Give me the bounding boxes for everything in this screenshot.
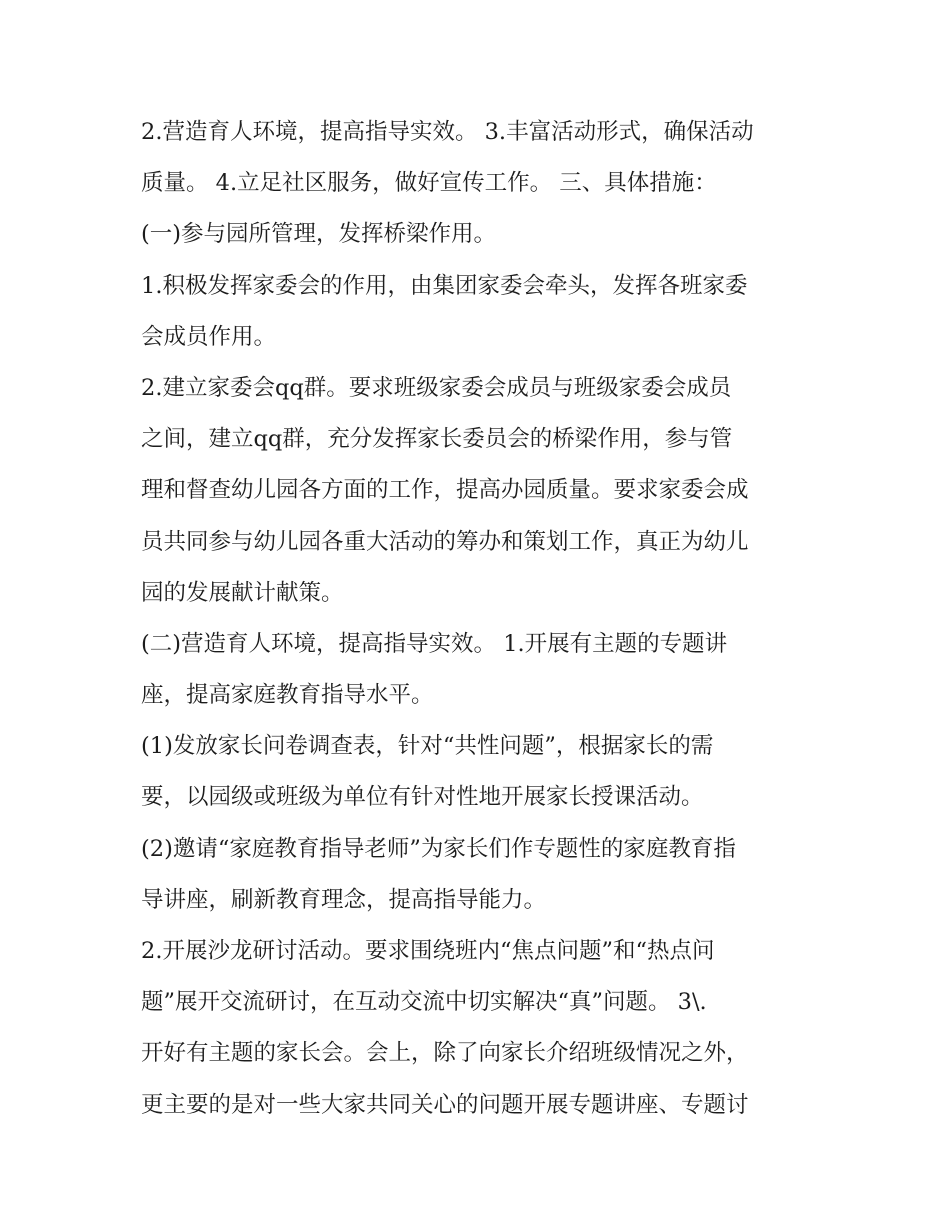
- text-line-8: 理和督查幼儿园各方面的工作，提高办园质量。要求家委会成: [141, 477, 749, 504]
- text-line-2: 质量。 4.立足社区服务，做好宣传工作。 三、具体措施：: [141, 170, 717, 197]
- text-line-14: 要，以园级或班级为单位有针对性地开展家长授课活动。: [141, 784, 704, 811]
- body-text: [141, 107, 821, 1131]
- text-line-1: 2.营造育人环境，提高指导实效。 3.丰富活动形式，确保活动: [141, 119, 754, 145]
- text-line-10: 园的发展献计献策。: [141, 579, 344, 606]
- text-line-6: 2.建立家委会qq群。要求班级家委会成员与班级家委会成员: [141, 374, 732, 401]
- text-line-11: (二)营造育人环境，提高指导实效。 1.开展有主题的专题讲: [141, 630, 728, 657]
- text-line-9: 员共同参与幼儿园各重大活动的筹办和策划工作，真正为幼儿: [141, 528, 749, 555]
- text-line-4: 1.积极发挥家委会的作用，由集团家委会牵头，发挥各班家委: [141, 272, 748, 299]
- text-line-15: (2)邀请“家庭教育指导老师”为家长们作专题性的家庭教育指: [141, 835, 736, 862]
- text-line-18: 题”展开交流研讨，在互动交流中切实解决“真”问题。 3\.: [141, 989, 707, 1016]
- text-line-5: 会成员作用。: [141, 323, 277, 350]
- text-line-3: (一)参与园所管理，发挥桥梁作用。: [141, 221, 497, 248]
- text-line-19: 开好有主题的家长会。会上，除了向家长介绍班级情况之外，: [141, 1040, 749, 1067]
- text-line-7: 之间，建立qq群，充分发挥家长委员会的桥梁作用，参与管: [141, 426, 733, 453]
- text-line-12: 座，提高家庭教育指导水平。: [141, 682, 434, 709]
- text-line-20: 更主要的是对一些大家共同关心的问题开展专题讲座、专题讨: [141, 1091, 749, 1118]
- text-line-16: 导讲座，刷新教育理念，提高指导能力。: [141, 886, 547, 913]
- text-line-13: (1)发放家长问卷调查表，针对“共性问题”，根据家长的需: [141, 733, 714, 760]
- text-line-17: 2.开展沙龙研讨活动。要求围绕班内“焦点问题”和“热点问: [141, 938, 715, 964]
